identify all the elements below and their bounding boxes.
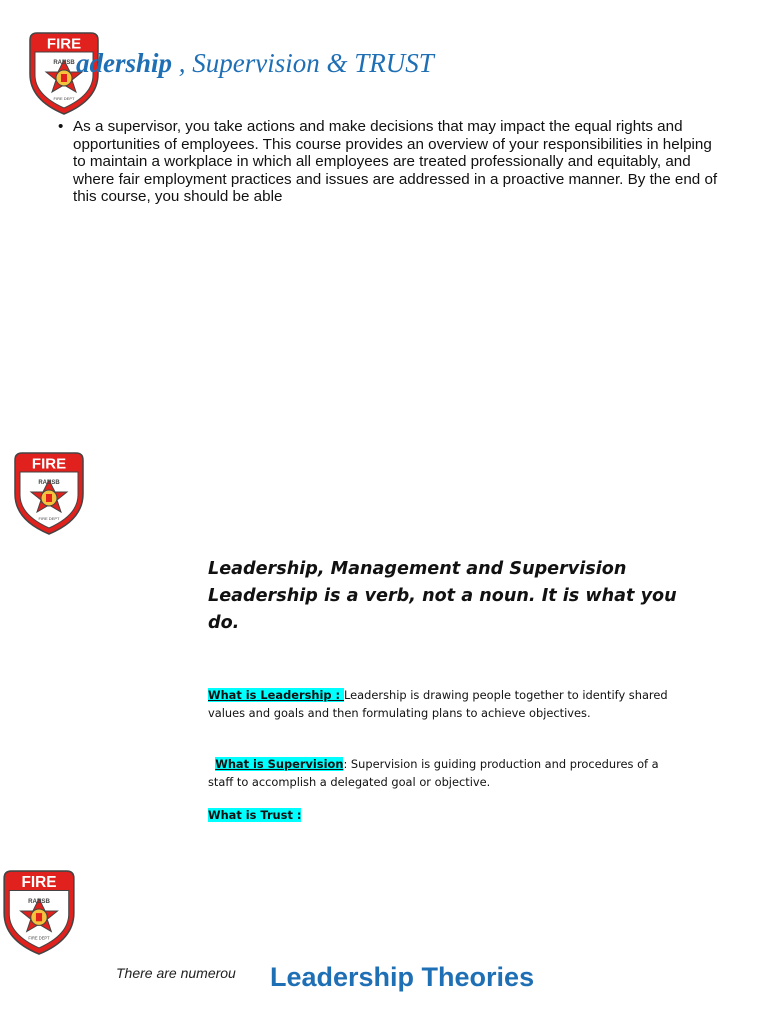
title-bold-part: adership — [76, 48, 173, 78]
svg-text:FIRE: FIRE — [31, 455, 67, 473]
svg-text:RAUSB: RAUSB — [28, 897, 50, 905]
svg-text:RAUSB: RAUSB — [38, 480, 60, 486]
title-rest-part: , Supervision & TRUST — [172, 48, 434, 78]
trust-definition — [208, 807, 668, 825]
supervision-text: : Supervision is guiding production and procedures of a staff to accomplish a delegated goal or objective. — [208, 757, 659, 789]
supervision-label: What is Supervision — [215, 757, 344, 771]
leadership-text: Leadership is drawing people together to identify shared values and goals and then formulating plans to achieve objectives. — [208, 688, 668, 720]
intro-text: There are numerou — [116, 965, 236, 981]
svg-text:FIRE DEPT: FIRE DEPT — [28, 935, 50, 941]
bullet-text: As a supervisor, you take actions and make decisions that may impact the equal rights and opportunities of employees. This course provides an overview of your responsibilities in helping to maintain a workplace in which all employees are treated professionally and equitably, and where fair employment practices and issues are addressed in a proactive manner. By the end of this course, you should be able — [73, 118, 718, 205]
svg-text:FIRE: FIRE — [21, 873, 57, 891]
slide-3 — [0, 862, 768, 1024]
bullet-item — [58, 118, 718, 206]
leadership-label: What is Leadership : — [208, 688, 345, 702]
svg-text:RAUSB: RAUSB — [53, 60, 75, 66]
fire-badge-icon — [0, 868, 80, 956]
leadership-definition — [208, 687, 668, 722]
fire-badge-icon — [9, 450, 89, 536]
bullet-dot: • — [58, 118, 64, 135]
svg-text:FIRE DEPT: FIRE DEPT — [38, 516, 60, 521]
slide-heading — [208, 556, 678, 637]
trust-label: What is Trust : — [208, 808, 302, 822]
slide-2 — [0, 440, 768, 860]
heading-line-1: Leadership, Management and Supervision — [208, 559, 627, 579]
slide-1 — [0, 0, 768, 420]
heading-line-2: Leadership is a verb, not a noun. It is what you do. — [208, 586, 677, 633]
svg-text:FIRE: FIRE — [46, 35, 82, 53]
slide-title: Leadership Theories — [270, 962, 535, 992]
slide-title — [76, 48, 434, 79]
svg-text:FIRE DEPT: FIRE DEPT — [53, 96, 75, 101]
supervision-definition — [208, 756, 668, 791]
